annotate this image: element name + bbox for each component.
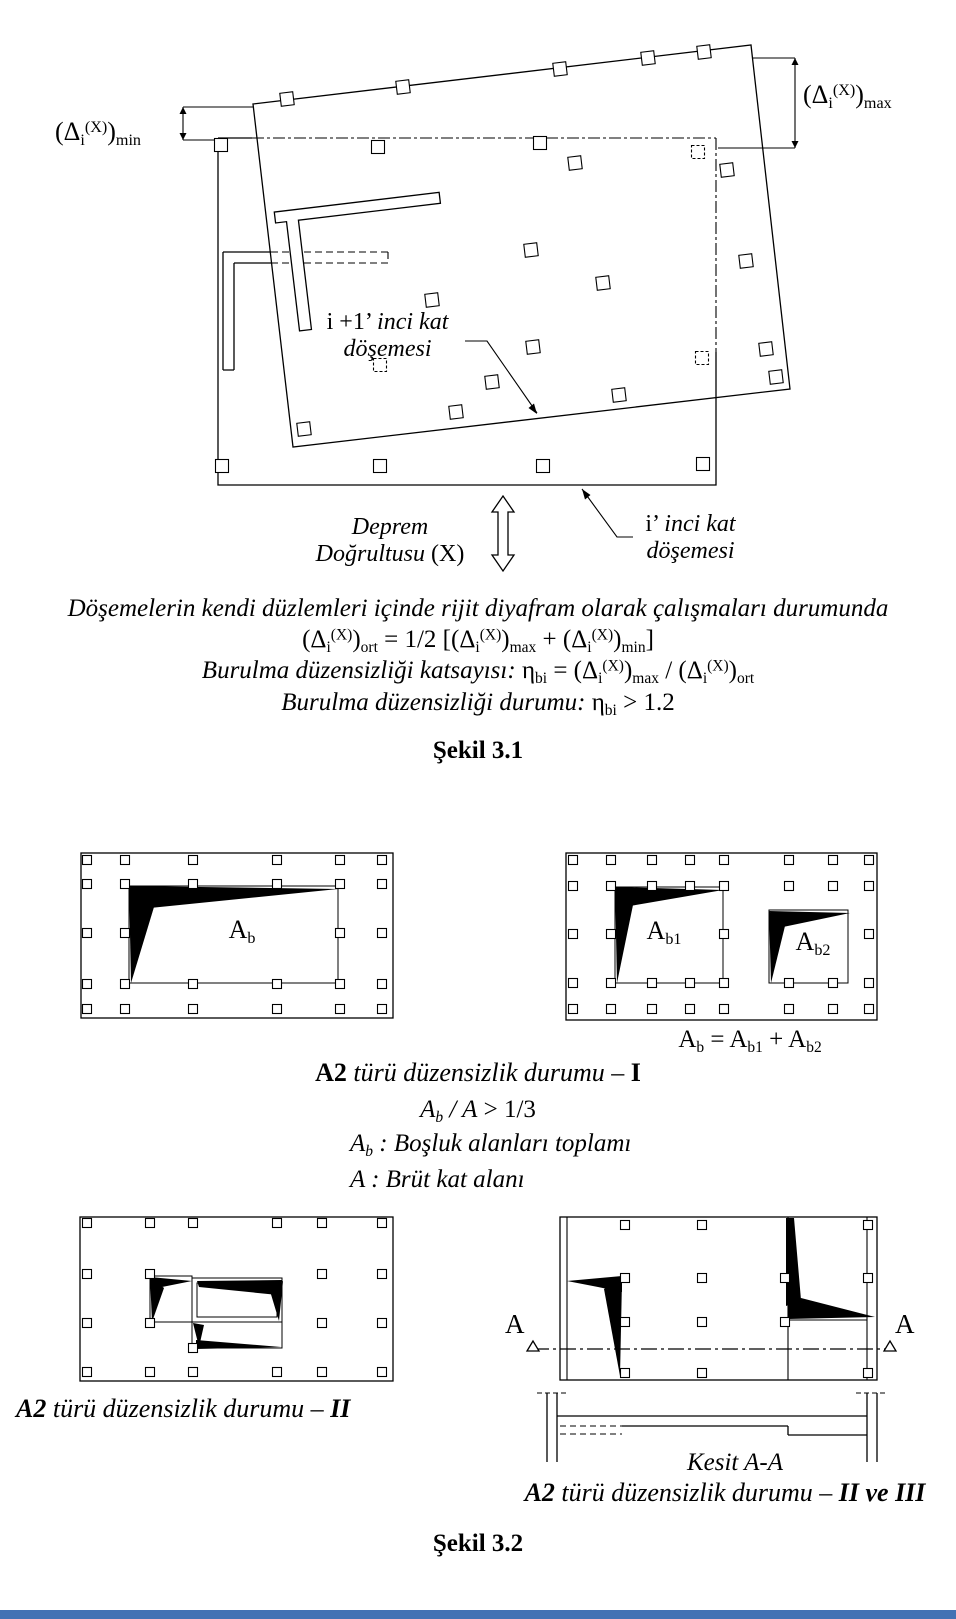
dimension-delta-min [180, 107, 254, 140]
lower-slab-label: i’ inci kat döşemesi [645, 511, 736, 564]
opening-ratio-formula: $A_b / A > 1/3$ [420, 1096, 536, 1126]
definition-a: A : Brüt kat alanı [350, 1166, 525, 1193]
opening-ab1-label: $A_{b1}$ [646, 916, 682, 949]
formula-torsion-coefficient: Burulma düzensizliği katsayısı: $\eta_{bi} = (\Delta_i^{(X)})_{max} / (\Delta_i^{(X)})_{ort}$ [201, 657, 755, 687]
columns-lower-slab [215, 137, 710, 473]
earthquake-direction-arrow [492, 496, 514, 571]
case-i-caption: A2 türü düzensizlik durumu – I [315, 1058, 641, 1087]
figure-3-1-caption: Şekil 3.1 [432, 737, 524, 764]
case-ii-iii-caption: A2 türü düzensizlik durumu – II ve III [524, 1478, 926, 1507]
columns-upper-slab [280, 45, 783, 436]
plan-and-section-case-ii-iii [527, 1217, 896, 1462]
section-letter-right: A [895, 1309, 915, 1339]
formula-average-drift: $(\Delta_i^{(X)})_{ort} = 1/2$ $[(\Delta_i^{(X)})_{max} + (\Delta_i^{(X)})_{min}]$ [302, 626, 654, 656]
earthquake-direction-label: Deprem Doğrultusu (X) [315, 514, 465, 567]
figure-3-2-caption: Şekil 3.2 [432, 1530, 524, 1557]
section-cut-line [527, 1341, 896, 1351]
dimension-delta-max [718, 58, 799, 148]
section-letter-left: A [505, 1309, 525, 1339]
diaphragm-note: Döşemelerin kendi düzlemleri içinde rijit diyafram olarak çalışmaları durumunda [67, 595, 889, 622]
formula-torsion-condition: Burulma düzensizliği durumu: $\eta_{bi} > 1.2$ [281, 689, 675, 719]
opening-sum-formula: $A_b = A_{b1} + A_{b2}$ [678, 1026, 822, 1056]
definition-ab: $A_b$ : Boşluk alanları toplamı [350, 1130, 632, 1160]
plan-case-ii [80, 1217, 393, 1381]
section-aa-caption: Kesit A-A [686, 1449, 784, 1476]
columns-plan-c [83, 1219, 387, 1377]
case-ii-caption: A2 türü düzensizlik durumu – II [16, 1394, 351, 1423]
window-edge-bar [0, 1610, 956, 1619]
opening-ab-label: $A_b$ [228, 915, 256, 948]
floor-plan-figure-3-1 [180, 45, 799, 571]
delta-max-label: $(\Delta_i^{(X)})_{max}$ [803, 80, 892, 113]
opening-ab2-label: $A_{b2}$ [795, 927, 831, 960]
delta-min-label: $(\Delta_i^{(X)})_{min}$ [55, 117, 141, 150]
upper-slab-label: i +1’ inci kat döşemesi [326, 309, 449, 362]
columns-plan-d [621, 1221, 873, 1378]
